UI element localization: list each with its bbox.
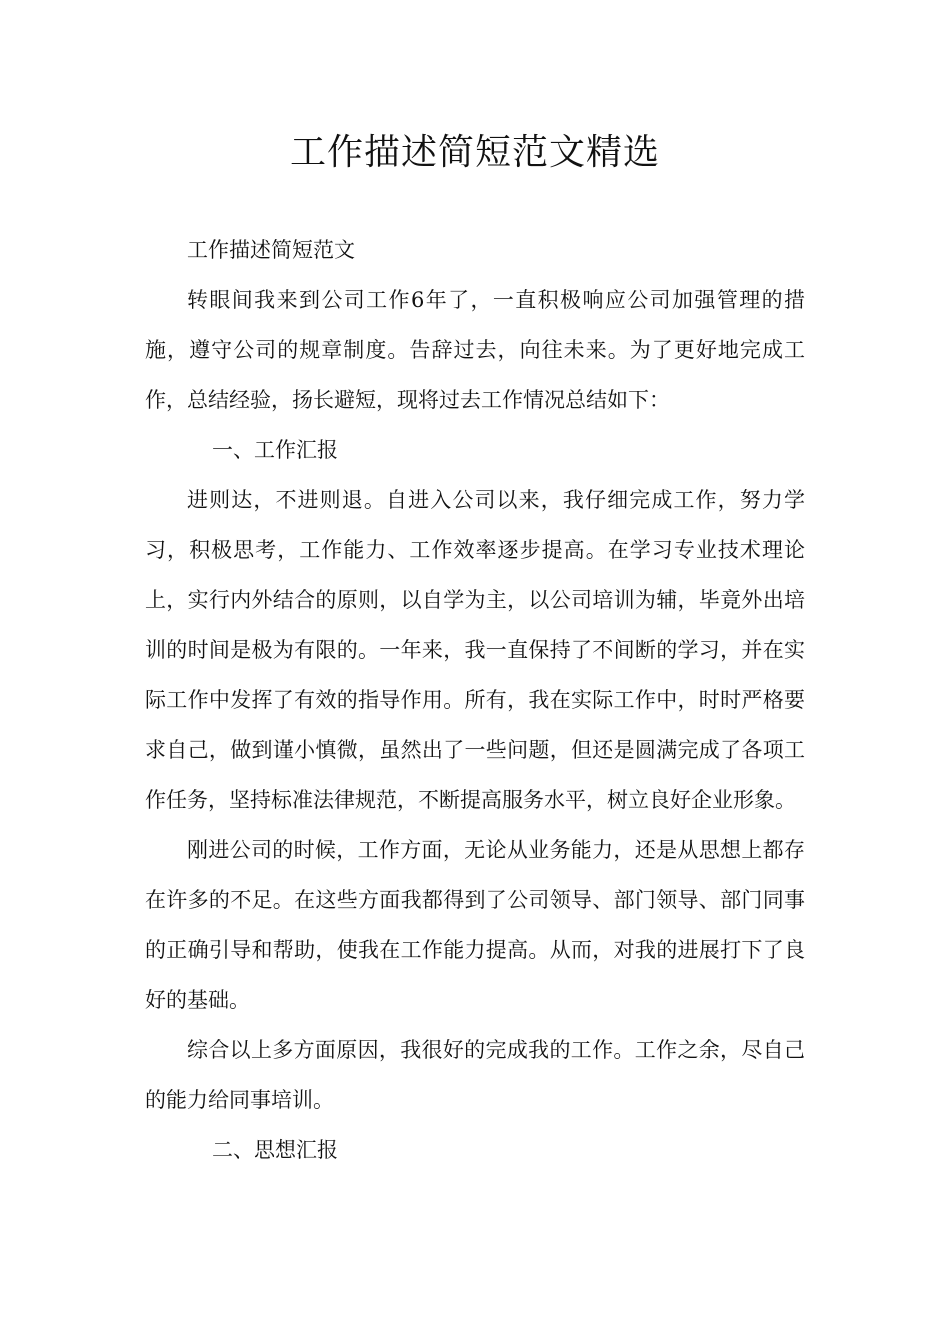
- document-body: [145, 225, 805, 1175]
- work-report-paragraph-1: 进则达，不进则退。自进入公司以来，我仔细完成工作，努力学习，积极思考，工作能力、工作效率逐步提高。在学习专业技术理论上，实行内外结合的原则，以自学为主，以公司培训为辅，毕竟外出培训的时间是极为有限的。一年来，我一直保持了不间断的学习，并在实际工作中发挥了有效的指导作用。所有，我在实际工作中，时时严格要求自己，做到谨小慎微，虽然出了一些问题，但还是圆满完成了各项工作任务，坚持标准法律规范，不断提高服务水平，树立良好企业形象。: [145, 488, 805, 812]
- document-subtitle: 工作描述简短范文: [187, 238, 355, 262]
- intro-paragraph: 转眼间我来到公司工作6年了，一直积极响应公司加强管理的措施，遵守公司的规章制度。告辞过去，向往未来。为了更好地完成工作，总结经验，扬长避短，现将过去工作情况总结如下：: [145, 288, 805, 412]
- work-report-paragraph-3: 综合以上多方面原因，我很好的完成我的工作。工作之余，尽自己的能力给同事培训。: [145, 1038, 805, 1112]
- section-heading-thought-report: 二、思想汇报: [212, 1138, 338, 1162]
- document-title: 工作描述简短范文精选: [289, 132, 660, 173]
- section-heading-work-report: 一、工作汇报: [212, 438, 338, 462]
- work-report-paragraph-2: 刚进公司的时候，工作方面，无论从业务能力，还是从思想上都存在许多的不足。在这些方面我都得到了公司领导、部门领导、部门同事的正确引导和帮助，使我在工作能力提高。从而，对我的进展打下了良好的基础。: [145, 838, 805, 1012]
